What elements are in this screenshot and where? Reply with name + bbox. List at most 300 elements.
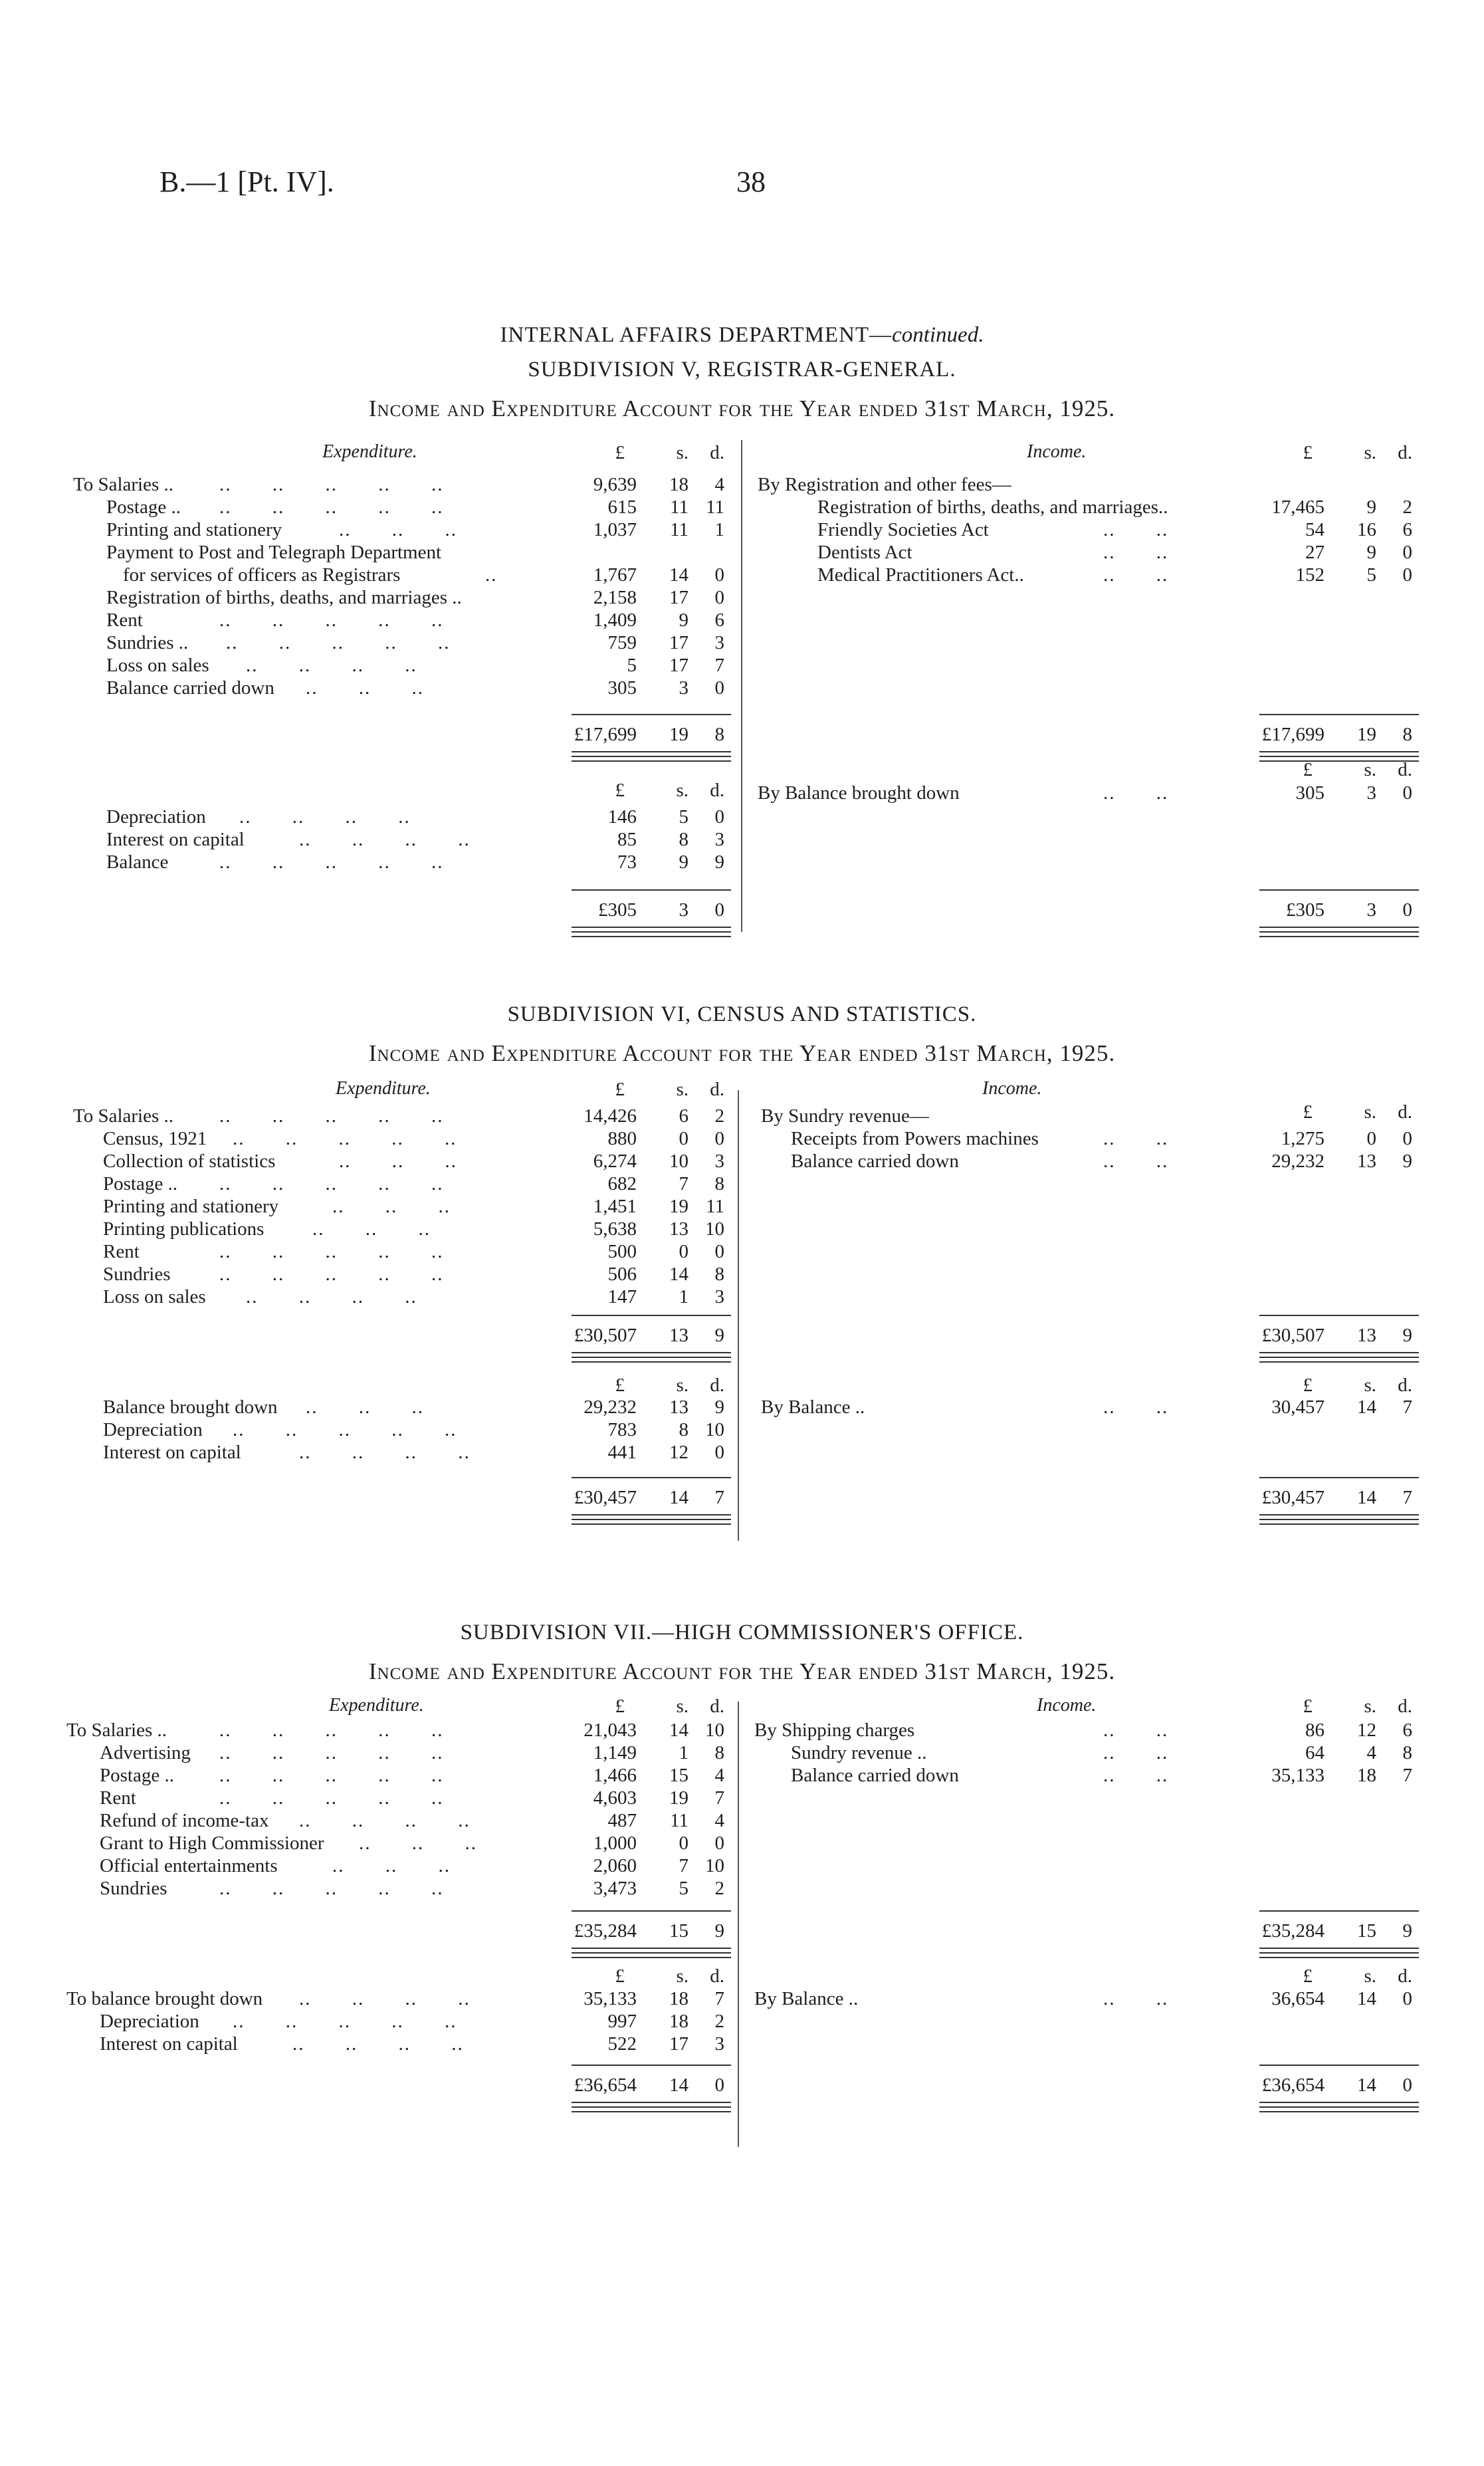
sub5-inc-row-shillings: 9 (1366, 542, 1376, 563)
sub6-exp-rows-row (0, 1195, 1484, 1218)
sub5-inc-total-pounds: £305 (1286, 899, 1325, 921)
sub7-inc-total-shillings: 14 (1357, 2074, 1376, 2096)
sub5-shilling-head: s. (676, 780, 689, 801)
sub7-exp-total-underline (572, 1957, 731, 1958)
sub5-pence-head: d. (710, 780, 724, 801)
sub6-exp-total-pence: 9 (714, 1325, 724, 1346)
sub7-pence-head: d. (710, 1965, 724, 1987)
sub7-exp-row-pence: 7 (714, 1988, 724, 2009)
sub7-exp-total-pence: 0 (714, 2074, 724, 2096)
sub6-exp-row-pence: 8 (714, 1264, 724, 1285)
sub7-inc-row-pounds: 86 (1305, 1720, 1325, 1741)
sub7-exp-total-pounds: £35,284 (574, 1920, 637, 1942)
sub7-exp-total-shillings: 15 (669, 1920, 689, 1942)
sub5-inc-row-shillings: 3 (1366, 782, 1376, 804)
sub6-pence-head: d. (710, 1375, 724, 1396)
sub6-exp-row-pounds: 29,232 (583, 1397, 637, 1418)
sub7-inc-rows-row (0, 1764, 1484, 1787)
sub5-row-label: Printing and stationery (106, 519, 282, 540)
sub7-row-label: Interest on capital (100, 2033, 238, 2055)
document-reference: B.—1 [Pt. IV]. (159, 166, 334, 198)
sub5-pound-head: £ (1303, 442, 1313, 463)
sub5-inc-row-pence: 6 (1402, 519, 1412, 540)
sub6-exp-total-underline (572, 1361, 731, 1363)
sub6-exp-row-pence: 3 (714, 1151, 724, 1172)
sub6-exp-row-shillings: 1 (679, 1286, 689, 1307)
sub7-pound-head: £ (1303, 1965, 1313, 1987)
sub5-inc-total (0, 899, 1484, 921)
sub5-leader-dots: .. .. (1103, 782, 1169, 804)
sub6-exp-row-pence: 9 (714, 1397, 724, 1418)
sub7-pound-head: £ (1303, 1696, 1313, 1717)
sub5-leader-dots: .. (485, 564, 498, 586)
sub5-exp-row-pounds: 305 (607, 677, 637, 699)
sub6-pence-head: d. (1398, 1101, 1412, 1123)
sub5-exp-row-pence: 0 (714, 587, 724, 608)
sub6-account-title: Income and Expenditure Account for the Year ended 31st March, 1925. (368, 1040, 1116, 1066)
sub7-exp-row-pence: 2 (714, 1878, 724, 1899)
sub5-exp2-rows-row (0, 806, 1484, 828)
sub6-exp-total-rule (572, 1315, 731, 1316)
sub6-leader-dots: .. .. (1103, 1397, 1169, 1418)
sub5-exp-row-pence: 6 (714, 610, 724, 631)
sub5-row-label: Medical Practitioners Act.. (817, 564, 1024, 586)
sub6-exp-row-shillings: 13 (669, 1397, 689, 1418)
sub5-inc-total-double-rule (1259, 751, 1419, 757)
sub7-exp-row-pounds: 1,466 (593, 1765, 637, 1786)
sub5-exp2-rows-row (0, 828, 1484, 851)
sub5-exp-total-double-rule (572, 751, 731, 757)
sub7-inc-total-rule (1259, 1910, 1419, 1912)
sub5-inc-total-underline (1259, 936, 1419, 937)
sub5-account-title: Income and Expenditure Account for the Year ended 31st March, 1925. (368, 395, 1116, 421)
sub6-inc-total (0, 1324, 1484, 1347)
sub6-leader-dots: .. .. .. (312, 1218, 431, 1240)
sub6-pound-head: £ (1303, 1375, 1313, 1396)
sub5-pound-head: £ (615, 780, 625, 801)
sub7-inc-total-underline (1259, 2111, 1419, 2112)
sub5-inc-row-pounds: 27 (1305, 542, 1325, 563)
sub7-pence-head: d. (1398, 1965, 1412, 1987)
sub7-exp-row-pence: 4 (714, 1810, 724, 1831)
sub5-exp-rows-row (0, 654, 1484, 677)
sub5-exp-row-shillings: 8 (679, 829, 689, 850)
sub5-exp-row-pence: 0 (714, 806, 724, 828)
sub6-leader-dots: .. .. .. .. (246, 1286, 417, 1307)
sub7-shilling-head: s. (676, 1965, 689, 1987)
sub6-inc-total-shillings: 13 (1357, 1325, 1376, 1346)
sub6-row-label: Printing publications (103, 1218, 265, 1240)
sub7-leader-dots: .. .. (1103, 1765, 1169, 1786)
sub5-inc-total-rule (1259, 714, 1419, 715)
sub5-exp-total-pence: 0 (714, 899, 724, 921)
sub5-row-label: Registration of births, deaths, and marriages .. (106, 587, 462, 608)
sub7-pound-head: £ (615, 1965, 625, 1987)
sub7-leader-dots: .. .. .. (332, 1855, 451, 1876)
sub6-pence-head: d. (1398, 1375, 1412, 1396)
sub5-leader-dots: .. .. .. (339, 519, 457, 540)
sub6-exp-row-pence: 3 (714, 1286, 724, 1307)
sub5-title: SUBDIVISION V, REGISTRAR-GENERAL. (528, 358, 956, 382)
sub5-exp-row-pence: 7 (714, 655, 724, 676)
sub5-pound-head: £ (1303, 759, 1313, 780)
sub7-inc-column-heads (0, 1695, 1484, 1718)
sub7-row-label: By Shipping charges (754, 1720, 915, 1741)
sub6-shilling-head: s. (676, 1079, 689, 1100)
sub6-exp-rows-row (0, 1286, 1484, 1308)
sub6-inc-row-pence: 7 (1402, 1397, 1412, 1418)
sub5-exp-row-pounds: 73 (617, 851, 637, 873)
sub5-inc-rows-row (0, 564, 1484, 586)
sub5-shilling-head: s. (676, 442, 689, 463)
sub7-inc-total-shillings: 15 (1357, 1920, 1376, 1942)
sub6-exp-row-pounds: 5,638 (593, 1218, 637, 1240)
sub5-exp-rows-row (0, 631, 1484, 654)
sub6-inc-total-double-rule (1259, 1352, 1419, 1358)
sub5-shilling-head: s. (1364, 442, 1376, 463)
sub5-row-label: Sundries .. (106, 632, 189, 653)
sub5-leader-dots: .. .. .. (306, 677, 424, 699)
sub5-inc-rows-row (0, 496, 1484, 518)
sub5-exp-rows-row (0, 586, 1484, 609)
sub5-inc2-rows-row (0, 782, 1484, 804)
sub6-exp-row-pence: 10 (705, 1419, 724, 1440)
sub7-exp-rows-row (0, 1809, 1484, 1832)
sub6-inc-total-double-rule (1259, 1514, 1419, 1520)
sub6-inc-total-pounds: £30,457 (1261, 1487, 1325, 1508)
sub7-row-label: Sundries (100, 1878, 167, 1899)
sub5-inc-rows-row (0, 541, 1484, 564)
sub5-inc-rows-row (0, 473, 1484, 496)
sub7-exp-row-pence: 2 (714, 2011, 724, 2032)
sub5-inc-rows-row (0, 518, 1484, 541)
sub5-leader-dots: .. .. .. .. .. (219, 610, 444, 631)
sub6-exp-row-pounds: 783 (607, 1419, 637, 1440)
sub6-inc-row-pence: 9 (1402, 1151, 1412, 1172)
sub6-leader-dots: .. .. .. .. .. (219, 1105, 444, 1127)
sub6-exp-row-pence: 11 (706, 1196, 724, 1217)
sub6-leader-dots: .. .. .. .. .. (233, 1128, 457, 1149)
sub7-exp-row-shillings: 19 (669, 1787, 689, 1809)
sub6-exp2-rows-row (0, 1441, 1484, 1464)
sub5-row-label: Balance carried down (106, 677, 274, 699)
sub6-inc-rows-row (0, 1150, 1484, 1173)
sub7-exp2-rows-row (0, 2010, 1484, 2033)
sub5-pound-head: £ (615, 442, 625, 463)
sub6-row-label: Rent (103, 1241, 140, 1262)
sub6-leader-dots: .. .. (1103, 1151, 1169, 1172)
sub7-leader-dots: .. .. .. .. (299, 1988, 471, 2009)
sub7-inc-row-pence: 6 (1402, 1720, 1412, 1741)
sub7-leader-dots: .. .. .. .. .. (219, 1765, 444, 1786)
sub6-exp-total-pounds: £30,507 (574, 1325, 637, 1346)
sub6-title: SUBDIVISION VI, CENSUS AND STATISTICS. (507, 1002, 977, 1026)
sub6-exp-row-pounds: 506 (607, 1264, 637, 1285)
sub6-inc-total-underline (1259, 1523, 1419, 1525)
sub6-inc-total-rule (1259, 1315, 1419, 1316)
sub6-exp-row-shillings: 0 (679, 1128, 689, 1149)
sub7-exp-row-shillings: 18 (669, 2011, 689, 2032)
sub7-inc-rows-row (0, 1719, 1484, 1741)
sub7-shilling-head: s. (1364, 1696, 1376, 1717)
sub7-exp-row-shillings: 17 (669, 2033, 689, 2055)
page-number: 38 (736, 166, 766, 198)
sub7-leader-dots: .. .. .. .. (299, 1810, 471, 1831)
sub5-exp-rows-row (0, 677, 1484, 699)
sub7-exp-total-double-rule (572, 2102, 731, 2108)
sub5-inc-row-pounds: 305 (1295, 782, 1325, 804)
sub6-exp-row-pence: 10 (705, 1218, 724, 1240)
sub5-inc-total (0, 723, 1484, 746)
sub6-inc-total (0, 1486, 1484, 1509)
sub6-row-label: By Balance .. (761, 1397, 865, 1418)
sub7-leader-dots: .. .. (1103, 1988, 1169, 2009)
sub5-exp-row-pounds: 2,158 (593, 587, 637, 608)
sub7-exp-row-pence: 10 (705, 1855, 724, 1876)
sub6-leader-dots: .. .. .. (339, 1151, 457, 1172)
sub5-income-heading: Income. (1027, 441, 1087, 462)
sub7-exp-row-pounds: 997 (607, 2011, 637, 2032)
sub5-row-label: Depreciation (106, 806, 206, 828)
sub7-row-label: Refund of income-tax (100, 1810, 269, 1831)
sub5-exp-row-pounds: 85 (617, 829, 637, 850)
sub7-inc-row-pounds: 36,654 (1271, 1988, 1325, 2009)
sub5-inc-total-pounds: £17,699 (1261, 724, 1325, 745)
sub7-exp-row-pence: 3 (714, 2033, 724, 2055)
sub7-row-label: To Salaries .. (66, 1720, 167, 1741)
sub5-exp-total-pounds: £305 (598, 899, 637, 921)
sub5-exp-row-pence: 3 (714, 632, 724, 653)
sub6-inc2-rows-row (0, 1396, 1484, 1418)
sub7-exp-total-pence: 9 (714, 1920, 724, 1942)
sub7-row-label: Advertising (100, 1742, 191, 1763)
sub6-exp-row-pence: 0 (714, 1128, 724, 1149)
sub5-inc-total-rule (1259, 889, 1419, 891)
sub6-inc-total-underline (1259, 1361, 1419, 1363)
sub5-leader-dots: .. .. (1103, 564, 1169, 586)
sub6-leader-dots: .. .. .. .. .. (219, 1241, 444, 1262)
sub5-exp-row-pence: 11 (706, 497, 724, 518)
sub6-inc-column-heads (0, 1101, 1484, 1123)
sub6-exp-row-shillings: 14 (669, 1264, 689, 1285)
sub7-exp-row-pounds: 3,473 (593, 1878, 637, 1899)
sub7-exp-row-pence: 8 (714, 1742, 724, 1763)
sub6-inc-column-heads (0, 1374, 1484, 1397)
sub7-exp-row-shillings: 11 (670, 1810, 689, 1831)
sub5-exp-total-underline (572, 936, 731, 937)
sub5-expenditure-heading: Expenditure. (322, 441, 417, 462)
sub6-shilling-head: s. (1364, 1101, 1376, 1123)
sub6-exp-total-pence: 7 (714, 1487, 724, 1508)
sub5-exp-row-shillings: 3 (679, 677, 689, 699)
sub6-row-label: Postage .. (103, 1173, 177, 1194)
sub7-inc-row-pounds: 64 (1305, 1742, 1325, 1763)
sub6-leader-dots: .. .. .. (332, 1196, 451, 1217)
sub5-exp-total-double-rule (572, 927, 731, 933)
sub7-inc-total (0, 1920, 1484, 1942)
sub5-exp-row-pence: 1 (714, 519, 724, 540)
sub5-exp-row-shillings: 11 (670, 497, 689, 518)
sub7-exp2-rows-row (0, 2033, 1484, 2055)
sub6-shilling-head: s. (1364, 1375, 1376, 1396)
sub6-inc-rows-row (0, 1127, 1484, 1150)
sub7-exp-total-rule (572, 2065, 731, 2066)
sub7-leader-dots: .. .. (1103, 1720, 1169, 1741)
sub5-pence-head: d. (1398, 442, 1412, 463)
sub7-inc-total-double-rule (1259, 2102, 1419, 2108)
sub7-account-title: Income and Expenditure Account for the Year ended 31st March, 1925. (368, 1658, 1116, 1684)
sub6-inc-total-pounds: £30,507 (1261, 1325, 1325, 1346)
sub7-exp-row-pounds: 35,133 (583, 1988, 637, 2009)
sub6-exp-row-pounds: 682 (607, 1173, 637, 1194)
sub7-inc-row-pence: 0 (1402, 1988, 1412, 2009)
sub5-leader-dots: .. .. .. .. (299, 829, 471, 850)
sub6-exp-row-pounds: 6,274 (593, 1151, 637, 1172)
sub5-exp-row-pence: 0 (714, 564, 724, 586)
sub5-inc-row-shillings: 5 (1366, 564, 1376, 586)
sub6-exp-total-underline (572, 1523, 731, 1525)
sub5-exp-row-pence: 9 (714, 851, 724, 873)
sub7-row-label: Official entertainments (100, 1855, 278, 1876)
sub6-row-label: Loss on sales (103, 1286, 206, 1307)
sub7-inc-row-pounds: 35,133 (1271, 1765, 1325, 1786)
sub7-exp-row-pence: 10 (705, 1720, 724, 1741)
sub7-pound-head: £ (615, 1696, 625, 1717)
sub5-exp-total-pounds: £17,699 (574, 724, 637, 745)
sub5-exp-row-pounds: 1,037 (593, 519, 637, 540)
sub5-exp-row-shillings: 17 (669, 587, 689, 608)
sub5-row-label: Interest on capital (106, 829, 245, 850)
sub6-exp-rows-row (0, 1173, 1484, 1195)
sub7-inc-total-double-rule (1259, 1948, 1419, 1954)
sub7-exp-row-pounds: 522 (607, 2033, 637, 2055)
sub7-exp-row-pounds: 21,043 (583, 1720, 637, 1741)
sub7-exp-row-shillings: 18 (669, 1988, 689, 2009)
sub5-inc-row-pence: 0 (1402, 782, 1412, 804)
sub6-exp-row-shillings: 13 (669, 1218, 689, 1240)
sub7-inc-row-shillings: 4 (1366, 1742, 1376, 1763)
sub6-row-label: Sundries (103, 1264, 171, 1285)
sub5-inc-total-double-rule (1259, 927, 1419, 933)
sub5-exp-row-shillings: 11 (670, 519, 689, 540)
sub7-pence-head: d. (710, 1696, 724, 1717)
sub5-exp-row-shillings: 18 (669, 474, 689, 495)
sub6-inc-row-shillings: 0 (1366, 1128, 1376, 1149)
sub5-exp-row-pounds: 5 (627, 655, 637, 676)
sub7-leader-dots: .. .. (1103, 1742, 1169, 1763)
sub5-inc-row-pounds: 54 (1305, 519, 1325, 540)
sub7-inc-row-shillings: 18 (1357, 1765, 1376, 1786)
sub5-exp-row-pounds: 759 (607, 632, 637, 653)
sub7-shilling-head: s. (1364, 1965, 1376, 1987)
sub6-inc-total-pence: 7 (1402, 1487, 1412, 1508)
sub5-row-label: Registration of births, deaths, and marriages.. (817, 497, 1168, 518)
sub7-leader-dots: .. .. .. (359, 1833, 477, 1854)
sub6-leader-dots: .. .. .. .. .. (219, 1264, 444, 1285)
sub6-pound-head: £ (615, 1375, 625, 1396)
sub5-leader-dots: .. .. .. .. (246, 655, 417, 676)
sub5-exp-row-shillings: 9 (679, 851, 689, 873)
sub6-exp-row-shillings: 7 (679, 1173, 689, 1194)
sub6-exp-rows-row (0, 1263, 1484, 1286)
sub7-leader-dots: .. .. .. .. .. (219, 1787, 444, 1809)
sub5-exp-row-pounds: 1,409 (593, 610, 637, 631)
sub7-leader-dots: .. .. .. .. .. (219, 1742, 444, 1763)
sub7-leader-dots: .. .. .. .. (292, 2033, 464, 2055)
sub7-row-label: Depreciation (100, 2011, 199, 2032)
sub7-exp-total-rule (572, 1910, 731, 1912)
sub7-exp-row-pence: 4 (714, 1765, 724, 1786)
sub6-row-label: Balance brought down (103, 1397, 278, 1418)
sub5-exp-total-rule (572, 714, 731, 715)
sub5-exp-row-shillings: 17 (669, 632, 689, 653)
sub7-inc-total-pence: 9 (1402, 1920, 1412, 1942)
sub7-row-label: By Balance .. (754, 1988, 859, 2009)
sub5-row-label: for services of officers as Registrars (123, 564, 401, 586)
sub5-leader-dots: .. .. .. .. .. (219, 497, 444, 518)
sub5-exp-total-pence: 8 (714, 724, 724, 745)
sub6-row-label: To Salaries .. (73, 1105, 173, 1127)
sub7-leader-dots: .. .. .. .. .. (233, 2011, 457, 2032)
sub5-exp-row-pounds: 1,767 (593, 564, 637, 586)
sub7-leader-dots: .. .. .. .. .. (219, 1720, 444, 1741)
sub6-exp-row-pounds: 147 (607, 1286, 637, 1307)
sub5-row-label: By Balance brought down (758, 782, 960, 804)
sub5-inc-row-pence: 2 (1402, 497, 1412, 518)
sub5-row-label: By Registration and other fees— (758, 474, 1011, 495)
sub7-inc-row-shillings: 14 (1357, 1988, 1376, 2009)
sub6-inc-row-pence: 0 (1402, 1128, 1412, 1149)
sub7-row-label: To balance brought down (66, 1988, 263, 2009)
department-title: INTERNAL AFFAIRS DEPARTMENT—continued. (500, 323, 984, 347)
sub7-inc-rows-row (0, 1741, 1484, 1764)
sub7-inc-row-pence: 7 (1402, 1765, 1412, 1786)
sub5-exp-total-shillings: 19 (669, 724, 689, 745)
sub5-shilling-head: s. (1364, 759, 1376, 780)
sub7-exp-row-shillings: 14 (669, 1720, 689, 1741)
sub6-inc-row-shillings: 13 (1357, 1151, 1376, 1172)
sub7-income-heading: Income. (1037, 1695, 1097, 1716)
sub5-row-label: Payment to Post and Telegraph Department (106, 542, 442, 563)
sub6-exp-row-pence: 0 (714, 1442, 724, 1463)
sub5-exp-row-pounds: 615 (607, 497, 637, 518)
sub5-leader-dots: .. .. .. .. .. (226, 632, 451, 653)
sub6-inc-total-pence: 9 (1402, 1325, 1412, 1346)
sub6-inc-row-pounds: 29,232 (1271, 1151, 1325, 1172)
sub7-leader-dots: .. .. .. .. .. (219, 1878, 444, 1899)
sub6-row-label: Interest on capital (103, 1442, 241, 1463)
sub7-inc-total-underline (1259, 1957, 1419, 1958)
sub5-inc-total-pence: 8 (1402, 724, 1412, 745)
sub5-inc-row-pounds: 17,465 (1271, 497, 1325, 518)
sub6-row-label: By Sundry revenue— (761, 1105, 929, 1127)
sub6-row-label: Balance carried down (791, 1151, 959, 1172)
sub7-exp-row-pence: 0 (714, 1833, 724, 1854)
sub5-leader-dots: .. .. .. .. .. (219, 474, 444, 495)
sub5-row-label: Friendly Societies Act (817, 519, 989, 540)
sub5-exp2-rows-row (0, 851, 1484, 873)
sub6-inc-total-rule (1259, 1477, 1419, 1478)
sub6-exp-rows-row (0, 1240, 1484, 1263)
sub6-exp-row-pence: 8 (714, 1173, 724, 1194)
sub6-inc-total-shillings: 14 (1357, 1487, 1376, 1508)
sub5-inc-row-shillings: 16 (1357, 519, 1376, 540)
sub5-row-label: Rent (106, 610, 143, 631)
sub7-exp-rows-row (0, 1877, 1484, 1900)
sub6-leader-dots: .. .. (1103, 1128, 1169, 1149)
sub6-inc-row-shillings: 14 (1357, 1397, 1376, 1418)
sub6-leader-dots: .. .. .. .. (299, 1442, 471, 1463)
